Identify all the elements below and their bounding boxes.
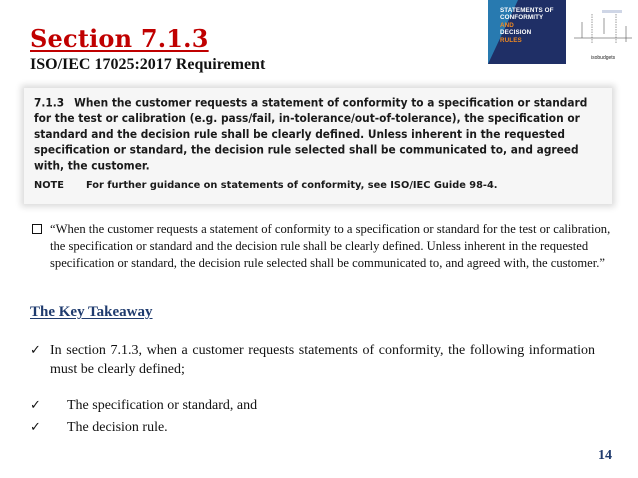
- conformity-diagram-icon: [572, 8, 634, 48]
- banner-line-5: RULES: [500, 36, 522, 44]
- brand-logo: isobudgets: [591, 55, 616, 61]
- takeaway-item-text: The specification or standard, and: [67, 398, 258, 413]
- banner-line-1: STATEMENTS OF: [500, 7, 554, 14]
- excerpt-note: [34, 180, 498, 191]
- banner-line-3: AND: [500, 21, 514, 29]
- slide-title: Section 7.1.3: [30, 24, 209, 53]
- takeaway-intro-text: In section 7.1.3, when a customer requests statements of conformity, the following information must be clearly defined;: [50, 343, 595, 377]
- quote-bullet: [32, 221, 612, 272]
- slide-subtitle: ISO/IEC 17025:2017 Requirement: [30, 56, 266, 73]
- excerpt-clause-text: When the customer requests a statement of conformity to a specification or standard for the test or calibration (e.g. pass/fail, in-tolerance/out-of-tolerance), the specification or standard and the decision rule shall be clearly defined. Unless inherent in the requested specification or standard, the decision rule selected shall be communicated to, and agreed with, the customer.: [34, 97, 588, 173]
- checkmark-icon: ✓: [30, 343, 41, 358]
- standard-excerpt-image: [24, 88, 612, 204]
- header-banner-image: [488, 0, 638, 64]
- page-number: 14: [598, 448, 612, 463]
- banner-line-4: DECISION: [500, 29, 532, 37]
- excerpt-note-label: NOTE: [34, 180, 64, 191]
- excerpt-note-text: For further guidance on statements of conformity, see ISO/IEC Guide 98-4.: [86, 180, 498, 191]
- banner-line-2: CONFORMITY: [500, 14, 544, 22]
- key-takeaway-heading: The Key Takeaway: [30, 304, 153, 320]
- takeaway-intro-bullet: [30, 341, 595, 379]
- quote-text: “When the customer requests a statement of conformity to a specification or standard for the test or calibration, the specification or standard and the decision rule shall be clearly defined. Unless inherent in the requested specification or standard, the decision rule selected shall be communicated to, and agreed with, the customer.”: [50, 222, 611, 270]
- takeaway-list-item: [30, 420, 168, 436]
- banner-text: [500, 7, 554, 44]
- checkmark-icon: ✓: [30, 420, 41, 435]
- takeaway-item-text: The decision rule.: [67, 420, 168, 435]
- square-bullet-icon: [32, 224, 42, 234]
- takeaway-list-item: [30, 398, 258, 414]
- excerpt-clause-number: 7.1.3: [34, 97, 65, 110]
- excerpt-clause: [34, 96, 602, 175]
- checkmark-icon: ✓: [30, 398, 41, 413]
